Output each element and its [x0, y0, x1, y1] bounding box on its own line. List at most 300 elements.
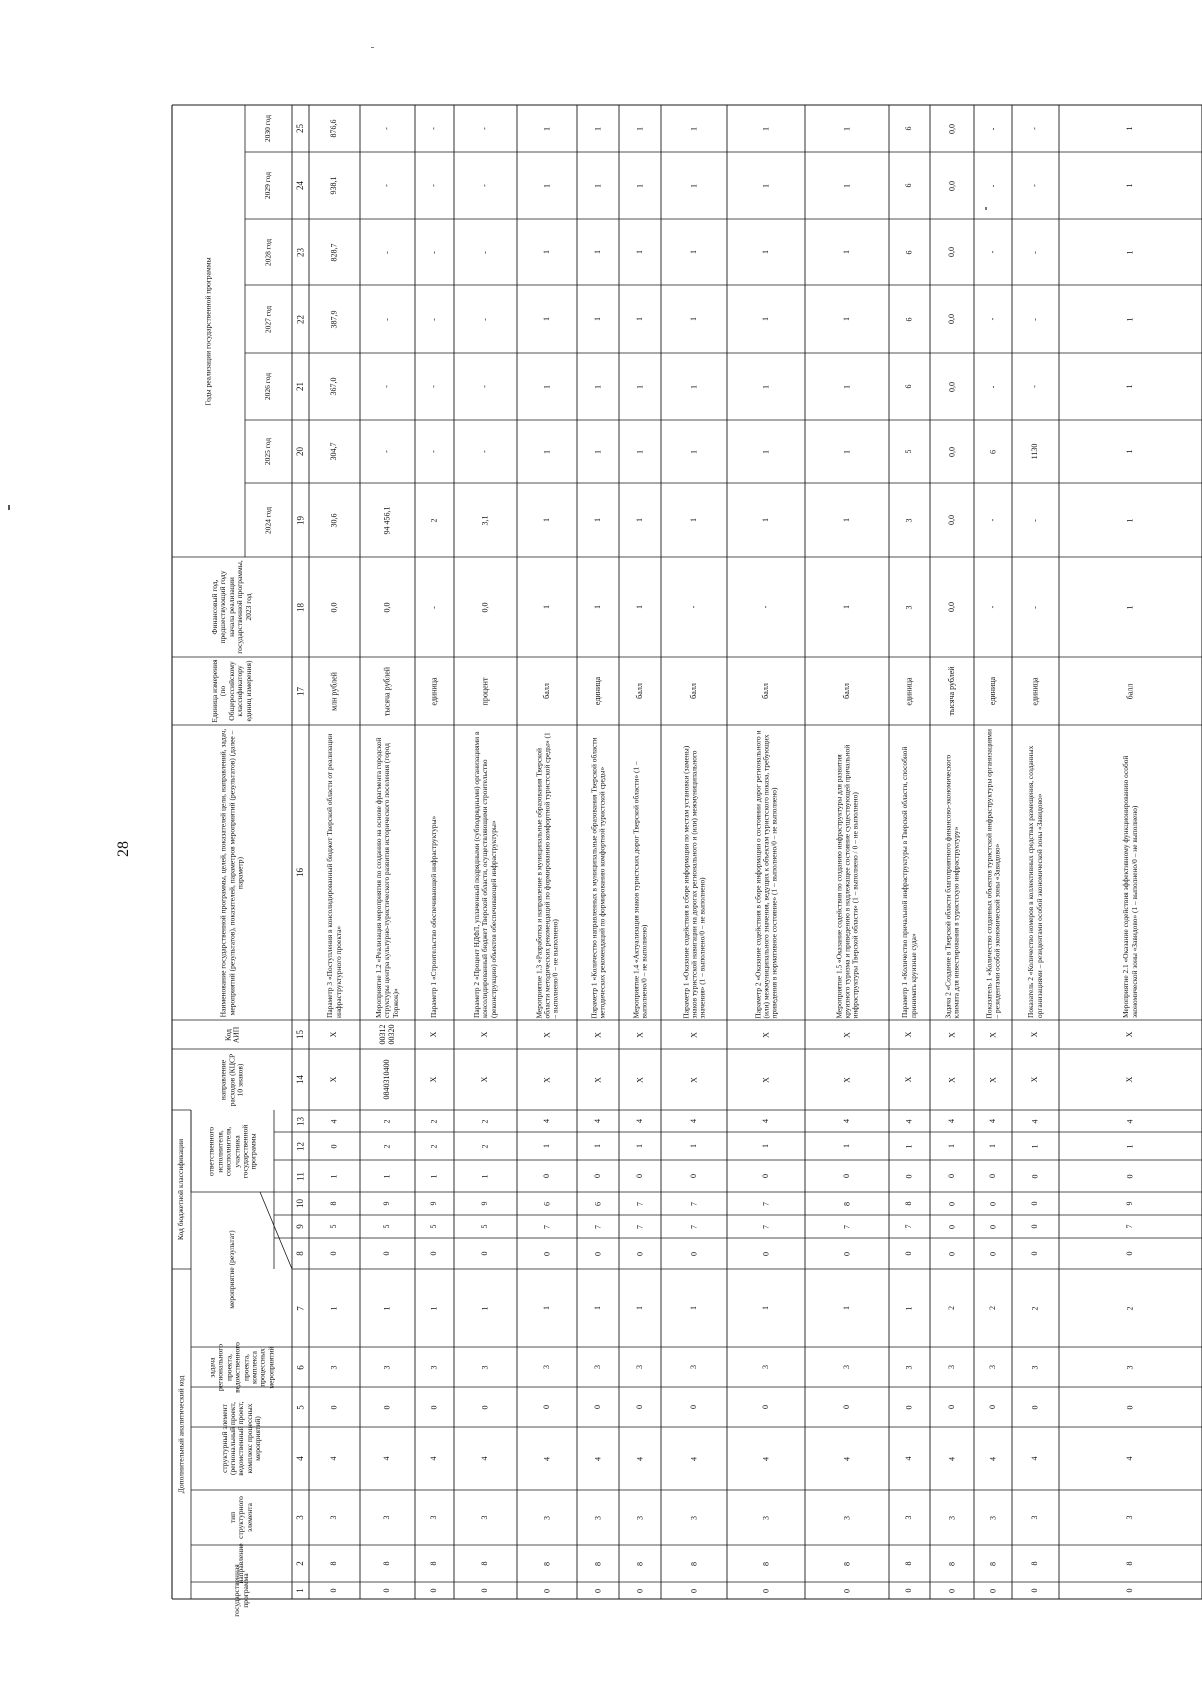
- code-cell: 4: [382, 1456, 392, 1461]
- aip-cell: Х: [429, 1031, 439, 1038]
- code-cell: 0: [987, 1588, 997, 1593]
- code-cell: 2: [1030, 1306, 1040, 1310]
- year-value-cell: 0,0: [946, 123, 956, 134]
- year-value-cell: 1: [841, 126, 851, 131]
- code-cell: 4: [760, 1119, 770, 1123]
- year-value-cell: 1: [841, 183, 851, 188]
- code-cell: 0: [760, 1251, 770, 1256]
- year-value-cell: 1: [541, 449, 551, 454]
- code-cell: 3: [841, 1515, 851, 1520]
- aip-cell: Х: [987, 1031, 997, 1038]
- aip-cell: Х: [634, 1031, 644, 1038]
- year-value-cell: 5: [904, 449, 914, 454]
- unit-cell: балл: [1125, 683, 1135, 699]
- year-value-cell: -: [1030, 518, 1040, 522]
- code-cell: 4: [841, 1456, 851, 1461]
- code-cell: 1: [541, 1306, 551, 1310]
- header-responsible-executor: ответственного исполнителя, соисполнителя, участника государственной программы: [206, 1124, 258, 1178]
- scan-speck: [8, 505, 10, 510]
- unit-cell: балл: [688, 683, 698, 699]
- code-cell: 1: [841, 1144, 851, 1148]
- year-value-cell: 1: [760, 183, 770, 188]
- page-number: 28: [115, 841, 132, 857]
- kcsr-cell: Х: [329, 1076, 339, 1083]
- unit-cell: единица: [987, 676, 997, 706]
- kcsr-cell: Х: [634, 1076, 644, 1083]
- year-value-cell: 1: [688, 317, 698, 321]
- year-value-cell: 1: [592, 449, 602, 454]
- code-cell: 0: [329, 1144, 339, 1148]
- base-year-value: 1: [841, 605, 851, 609]
- aip-cell: 00312 00320: [377, 1024, 396, 1045]
- year-value-cell: -: [987, 317, 997, 321]
- year-value-cell: -: [429, 184, 439, 187]
- base-year-value: -: [987, 605, 997, 609]
- aip-cell: Х: [592, 1031, 602, 1038]
- code-cell: 0: [688, 1588, 698, 1593]
- code-cell: 0: [592, 1174, 602, 1178]
- year-value-cell: 1: [688, 518, 698, 522]
- year-value-cell: 6: [904, 183, 914, 188]
- code-cell: 2: [1125, 1306, 1135, 1310]
- year-value-cell: 387,9: [329, 310, 339, 328]
- column-number: 3: [295, 1515, 306, 1520]
- year-value-cell: 1: [592, 518, 602, 522]
- year-value-cell: 1: [688, 384, 698, 389]
- row-name-cell: Параметр 2 «Оказание содействия в сборе информации о состоянии дорог регионального и (или) межмуниципального значения, ведущих к объектам туристского показа, требующих приведения в нормативное состояние» (1 – выполнено/0 – не выполнено): [752, 729, 779, 1018]
- code-cell: 0: [688, 1405, 698, 1409]
- code-cell: 0: [634, 1251, 644, 1256]
- header-year-4: 2027 год: [263, 305, 273, 333]
- code-cell: 0: [841, 1405, 851, 1409]
- code-cell: 9: [382, 1201, 392, 1206]
- unit-cell: балл: [760, 683, 770, 699]
- year-value-cell: 1: [634, 183, 644, 188]
- year-value-cell: 1: [1125, 317, 1135, 321]
- column-number: 22: [295, 314, 306, 324]
- base-year-value: 0,0: [329, 602, 339, 612]
- code-cell: 5: [480, 1224, 490, 1229]
- code-cell: 3: [688, 1365, 698, 1369]
- code-cell: 0: [541, 1251, 551, 1256]
- year-value-cell: 6: [904, 126, 914, 131]
- code-cell: 2: [382, 1144, 392, 1148]
- code-cell: 7: [841, 1224, 851, 1229]
- row-name-cell: Параметр 3 «Поступления в консолидированный бюджет Тверской области от реализации инфраструктурного проекта»: [325, 733, 343, 1018]
- year-value-cell: 1: [592, 384, 602, 389]
- code-cell: 2: [946, 1306, 956, 1310]
- year-value-cell: -: [429, 450, 439, 453]
- kcsr-cell: Х: [429, 1076, 439, 1083]
- kcsr-cell: Х: [987, 1076, 997, 1083]
- unit-cell: балл: [541, 683, 551, 699]
- column-number: 17: [295, 686, 306, 696]
- code-cell: 1: [760, 1144, 770, 1148]
- code-cell: 0: [946, 1201, 956, 1206]
- header-year-1: 2024 год: [263, 506, 273, 534]
- code-cell: 3: [329, 1515, 339, 1520]
- code-cell: 3: [480, 1515, 490, 1520]
- year-value-cell: 828,7: [329, 243, 339, 261]
- code-cell: 0: [382, 1251, 392, 1256]
- code-cell: 4: [329, 1456, 339, 1461]
- code-cell: 0: [329, 1251, 339, 1256]
- code-cell: 0: [634, 1405, 644, 1409]
- row-name-cell: Параметр 1 «Количество причальной инфраструктуры в Тверской области, способной принимать круизные суда»: [900, 746, 918, 1018]
- code-cell: 7: [634, 1224, 644, 1229]
- code-cell: 0: [592, 1405, 602, 1409]
- year-value-cell: 30,6: [329, 513, 339, 527]
- code-cell: 3: [688, 1515, 698, 1520]
- year-value-cell: 0,0: [946, 515, 956, 525]
- column-number: 2: [295, 1561, 306, 1566]
- year-value-cell: 1: [634, 317, 644, 321]
- code-cell: 8: [634, 1561, 644, 1566]
- code-cell: 0: [429, 1251, 439, 1256]
- code-cell: 3: [760, 1365, 770, 1369]
- column-number: 8: [295, 1251, 306, 1256]
- code-cell: 8: [1030, 1561, 1040, 1566]
- code-cell: 0: [634, 1174, 644, 1178]
- code-cell: 3: [634, 1515, 644, 1520]
- year-value-cell: 1: [541, 317, 551, 321]
- code-cell: 3: [946, 1515, 956, 1520]
- code-cell: 0: [688, 1251, 698, 1256]
- code-cell: 0: [1030, 1174, 1040, 1178]
- code-cell: 0: [329, 1405, 339, 1409]
- column-number: 13: [295, 1116, 306, 1126]
- code-cell: 8: [987, 1561, 997, 1566]
- aip-cell: Х: [841, 1031, 851, 1038]
- code-cell: 8: [329, 1561, 339, 1566]
- code-cell: 2: [480, 1119, 490, 1123]
- column-number: 6: [295, 1364, 306, 1370]
- unit-cell: млн рублей: [329, 671, 339, 711]
- unit-cell: единица: [592, 676, 602, 706]
- kcsr-cell: Х: [592, 1076, 602, 1083]
- code-cell: 4: [1125, 1456, 1135, 1461]
- code-cell: 0: [1030, 1588, 1040, 1593]
- code-cell: 1: [382, 1306, 392, 1310]
- unit-cell: тысяча рублей: [382, 666, 392, 716]
- year-value-cell: 1: [760, 384, 770, 389]
- code-cell: 3: [592, 1515, 602, 1520]
- code-cell: 5: [329, 1224, 339, 1229]
- code-cell: 3: [329, 1365, 339, 1369]
- year-value-cell: -: [429, 317, 439, 321]
- base-year-value: -: [1030, 605, 1040, 609]
- year-value-cell: -: [480, 317, 490, 321]
- year-value-cell: 1: [592, 317, 602, 321]
- code-cell: 6: [592, 1201, 602, 1206]
- kcsr-cell: Х: [541, 1076, 551, 1083]
- code-cell: 8: [592, 1561, 602, 1566]
- code-cell: 8: [1125, 1561, 1135, 1566]
- header-year-7: 2030 год: [263, 114, 273, 143]
- header-direction: направление: [236, 1543, 246, 1584]
- year-value-cell: 2: [429, 518, 439, 522]
- year-value-cell: 0,0: [946, 180, 956, 191]
- code-cell: 1: [760, 1306, 770, 1310]
- unit-cell: единица: [429, 676, 439, 706]
- year-value-cell: 1: [541, 250, 551, 254]
- year-value-cell: 304,7: [329, 442, 339, 461]
- code-cell: 0: [904, 1405, 914, 1409]
- code-cell: 3: [904, 1515, 914, 1520]
- year-value-cell: -: [382, 385, 392, 388]
- code-cell: 7: [760, 1201, 770, 1206]
- code-cell: 1: [592, 1306, 602, 1310]
- header-element-type: тип структурного элемента: [227, 1496, 254, 1539]
- code-cell: 3: [541, 1515, 551, 1520]
- year-value-cell: 1: [841, 518, 851, 522]
- code-cell: 9: [480, 1201, 490, 1206]
- column-number: 7: [295, 1305, 306, 1311]
- code-cell: 3: [1030, 1515, 1040, 1520]
- kcsr-cell: Х: [688, 1076, 698, 1083]
- code-cell: 1: [946, 1144, 956, 1148]
- row-name-cell: Показатель 2 «Количество номеров в коллективных средствах размещения, созданных организациями – резидентами особой экономической зоны «Завидово»: [1026, 745, 1044, 1018]
- code-cell: 4: [429, 1456, 439, 1461]
- year-value-cell: 0,0: [946, 247, 956, 257]
- row-name-cell: Параметр 1 «Количество направленных в муниципальные образования Тверской области методических рекомендаций по формированию комфортной туристской среды»: [588, 736, 606, 1018]
- year-value-cell: 938,1: [329, 176, 339, 195]
- kcsr-cell: Х: [1030, 1076, 1040, 1083]
- code-cell: 7: [634, 1201, 644, 1206]
- year-value-cell: -: [987, 184, 997, 187]
- code-cell: 3: [1030, 1365, 1040, 1369]
- year-value-cell: 1: [1125, 183, 1135, 188]
- code-cell: 1: [688, 1306, 698, 1310]
- year-value-cell: 1: [841, 317, 851, 321]
- row-name-cell: Задача 2 «Создание в Тверской области благоприятного финансово-экономического климата для инвестирования в туристскую инфраструктуру»: [942, 754, 960, 1018]
- code-cell: 3: [946, 1365, 956, 1369]
- code-cell: 0: [1030, 1201, 1040, 1206]
- code-cell: 0: [760, 1588, 770, 1593]
- code-cell: 8: [904, 1561, 914, 1566]
- code-cell: 0: [541, 1588, 551, 1593]
- code-cell: 3: [760, 1515, 770, 1520]
- code-cell: 2: [480, 1144, 490, 1148]
- code-cell: 1: [688, 1144, 698, 1148]
- column-number: 20: [295, 447, 306, 456]
- code-cell: 4: [480, 1456, 490, 1461]
- year-value-cell: 1: [592, 183, 602, 188]
- aip-cell: Х: [541, 1031, 551, 1038]
- header-year-5: 2028 год: [263, 238, 273, 266]
- code-cell: 7: [688, 1224, 698, 1229]
- year-value-cell: -: [382, 127, 392, 130]
- header-task: задача регионального проекта, ведомственного проекта, комплекса процессных мероприятий: [206, 1341, 275, 1393]
- code-cell: 0: [946, 1251, 956, 1256]
- code-cell: 3: [987, 1365, 997, 1369]
- row-name-cell: Параметр 1 «Строительство обеспечивающей инфраструктуры»: [429, 815, 439, 1018]
- kcsr-cell: Х: [1125, 1076, 1135, 1083]
- code-cell: 1: [329, 1306, 339, 1310]
- kcsr-cell: Х: [904, 1076, 914, 1083]
- code-cell: 0: [688, 1174, 698, 1178]
- year-value-cell: 1: [592, 250, 602, 254]
- year-value-cell: -: [987, 385, 997, 388]
- year-value-cell: -: [480, 250, 490, 254]
- code-cell: 4: [1030, 1456, 1040, 1461]
- code-cell: 8: [382, 1561, 392, 1566]
- year-value-cell: -: [429, 250, 439, 254]
- code-cell: 7: [541, 1224, 551, 1229]
- code-cell: 7: [1125, 1224, 1135, 1229]
- code-cell: 0: [841, 1588, 851, 1593]
- header-name-column: Наименование государственной программы, целей, показателей цели, направлений, задач, мероприятий (результатов), показателей, параметров мероприятий (результатов) (далее – параметр): [218, 728, 245, 1017]
- header-aip-code: Код АИП: [222, 1026, 240, 1043]
- code-cell: 2: [429, 1119, 439, 1123]
- code-cell: 1: [987, 1144, 997, 1148]
- column-number: 23: [295, 247, 306, 257]
- unit-cell: единица: [1030, 676, 1040, 706]
- code-cell: 3: [841, 1365, 851, 1369]
- year-value-cell: 1: [760, 126, 770, 131]
- year-value-cell: -: [1030, 127, 1040, 130]
- rotated-data-table: [172, 105, 1202, 1617]
- aip-cell: Х: [1125, 1031, 1135, 1038]
- year-value-cell: 6: [987, 449, 997, 454]
- year-value-cell: -: [987, 250, 997, 254]
- base-year-value: 0,0: [480, 602, 490, 612]
- code-cell: 3: [541, 1365, 551, 1369]
- header-structural-element: структурный элемент (региональный проект, ведомственный проект, комплекс процессных мероприятий): [219, 1401, 263, 1476]
- year-value-cell: 1: [634, 449, 644, 454]
- code-cell: 8: [688, 1561, 698, 1566]
- code-cell: 0: [329, 1588, 339, 1593]
- column-number: 21: [295, 382, 306, 391]
- code-cell: 0: [760, 1174, 770, 1178]
- unit-cell: балл: [634, 683, 644, 699]
- year-value-cell: -: [1030, 184, 1040, 187]
- code-cell: 4: [904, 1456, 914, 1461]
- code-cell: 3: [1125, 1365, 1135, 1369]
- header-unit: Единица измерения (по Общероссийскому классификатору единиц измерения): [210, 659, 253, 723]
- base-year-value: -: [429, 605, 439, 609]
- year-value-cell: 367,0: [329, 377, 339, 396]
- year-value-cell: -: [480, 385, 490, 388]
- row-name-cell: Параметр 2 «Процент НДФЛ, уплаченный подрядными (субподрядными) организациями в консолидированный бюджет Тверской области, осуществляющими строительство (реконструкцию) объектов обеспечивающей инфраструктуры»: [472, 731, 498, 1018]
- code-cell: 1: [841, 1306, 851, 1310]
- year-value-cell: -: [480, 127, 490, 130]
- kcsr-cell: 0840310400: [382, 1059, 392, 1100]
- year-value-cell: -: [1030, 250, 1040, 254]
- code-cell: 8: [480, 1561, 490, 1566]
- code-cell: 3: [1125, 1515, 1135, 1520]
- year-value-cell: 1: [541, 518, 551, 522]
- year-value-cell: 1: [1125, 449, 1135, 454]
- unit-cell: процент: [480, 677, 490, 705]
- kcsr-cell: Х: [480, 1076, 490, 1083]
- header-implementation-years: Годы реализации государственной программы: [203, 257, 213, 405]
- year-value-cell: -: [480, 450, 490, 453]
- year-value-cell: 1: [760, 317, 770, 321]
- code-cell: 1: [592, 1144, 602, 1148]
- column-number: 19: [295, 515, 306, 525]
- header-year-6: 2029 год: [263, 171, 273, 200]
- code-cell: 7: [688, 1201, 698, 1206]
- code-cell: 2: [429, 1144, 439, 1148]
- code-cell: 1: [480, 1174, 490, 1178]
- code-cell: 0: [987, 1174, 997, 1178]
- code-cell: 0: [1030, 1405, 1040, 1409]
- code-cell: 0: [480, 1588, 490, 1593]
- code-cell: 8: [329, 1201, 339, 1206]
- code-cell: 0: [429, 1588, 439, 1593]
- code-cell: 0: [429, 1405, 439, 1409]
- code-cell: 4: [634, 1119, 644, 1123]
- code-cell: 9: [429, 1201, 439, 1206]
- year-value-cell: 1: [841, 250, 851, 254]
- aip-cell: Х: [946, 1031, 956, 1038]
- year-value-cell: 0,0: [946, 381, 956, 392]
- column-number: 1: [295, 1588, 306, 1593]
- code-cell: 3: [987, 1515, 997, 1520]
- year-value-cell: 1: [688, 250, 698, 254]
- code-cell: 8: [841, 1561, 851, 1566]
- year-value-cell: 1: [760, 250, 770, 254]
- year-value-cell: -: [382, 317, 392, 321]
- code-cell: 0: [1030, 1224, 1040, 1229]
- code-cell: 8: [946, 1561, 956, 1566]
- unit-cell: единица: [904, 676, 914, 706]
- code-cell: 1: [429, 1306, 439, 1310]
- code-cell: 8: [541, 1561, 551, 1566]
- code-cell: 1: [382, 1174, 392, 1178]
- year-value-cell: 1: [841, 384, 851, 389]
- year-value-cell: 1: [1125, 384, 1135, 389]
- column-number: 12: [295, 1141, 306, 1151]
- year-value-cell: 876,6: [329, 119, 339, 138]
- year-value-cell: 1: [841, 449, 851, 454]
- code-cell: 4: [946, 1456, 956, 1461]
- column-number: 24: [295, 181, 306, 190]
- year-value-cell: 1: [1125, 518, 1135, 522]
- code-cell: 1: [904, 1144, 914, 1148]
- code-cell: 0: [841, 1174, 851, 1178]
- code-cell: 3: [429, 1365, 439, 1369]
- aip-cell: Х: [329, 1031, 339, 1038]
- code-cell: 0: [592, 1251, 602, 1256]
- year-value-cell: 0,0: [946, 314, 956, 324]
- header-budget-classification-code: Код бюджетной классификации: [176, 1138, 186, 1241]
- year-value-cell: 1: [688, 449, 698, 454]
- code-cell: 3: [382, 1365, 392, 1369]
- code-cell: 0: [541, 1174, 551, 1178]
- code-cell: 0: [987, 1405, 997, 1409]
- code-cell: 8: [760, 1561, 770, 1566]
- code-cell: 1: [329, 1174, 339, 1178]
- kcsr-cell: Х: [760, 1076, 770, 1083]
- year-value-cell: -: [987, 127, 997, 130]
- code-cell: 4: [329, 1119, 339, 1123]
- code-cell: 4: [688, 1119, 698, 1123]
- column-number: 10: [295, 1199, 306, 1208]
- code-cell: 4: [592, 1456, 602, 1461]
- year-value-cell: 6: [904, 250, 914, 254]
- row-name-cell: Показатель 1 «Количество созданных объектов туристской инфраструктуры организациями – резидентами особой экономической зоны «Завидово»: [983, 728, 1001, 1018]
- code-cell: 2: [382, 1119, 392, 1123]
- year-value-cell: 1: [760, 449, 770, 454]
- code-cell: 0: [946, 1405, 956, 1409]
- code-cell: 0: [1125, 1251, 1135, 1256]
- code-cell: 8: [841, 1201, 851, 1206]
- year-value-cell: 1: [541, 384, 551, 389]
- year-value-cell: 1: [541, 126, 551, 131]
- unit-cell: тысяча рублей: [946, 666, 956, 716]
